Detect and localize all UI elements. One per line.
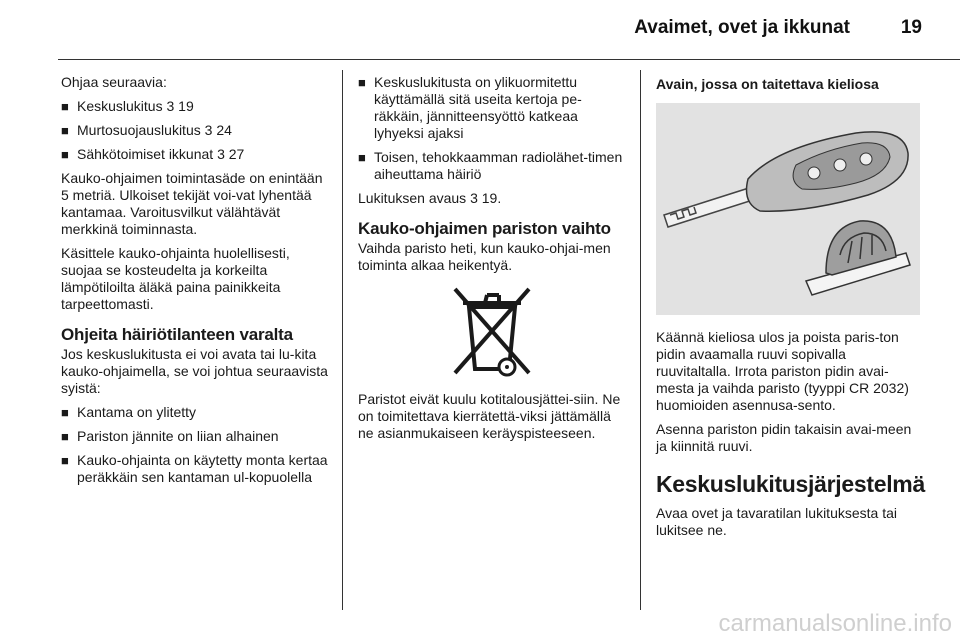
bullet-icon: ■	[61, 147, 69, 162]
list-item	[61, 122, 329, 139]
list-item-text: Kantama on ylitetty	[77, 404, 197, 420]
page-number: 19	[900, 17, 922, 38]
list-item	[358, 149, 626, 183]
troubleshooting-paragraph: Jos keskuslukitusta ei voi avata tai lu-kita kauko-ohjaimella, se voi johtua seuraavista syistä:	[61, 346, 328, 396]
bullet-icon: ■	[61, 405, 69, 420]
bullet-icon: ■	[358, 150, 366, 165]
recycling-bin-figure	[358, 281, 626, 385]
list-item-text: Pariston jännite on liian alhainen	[77, 428, 279, 444]
section-heading-troubleshooting: Ohjeita häiriötilanteen varalta	[61, 325, 293, 344]
unlock-text: Lukituksen avaus	[358, 190, 471, 206]
page-reference-icon: 3	[204, 122, 213, 138]
bullet-icon: ■	[61, 99, 69, 114]
range-paragraph: Kauko-ohjaimen toimintasäde on enintään 5 metriä. Ulkoiset tekijät voi-vat lyhentää kantamaa. Varoitusvilkut välähtävät merkkinä toiminnasta.	[61, 170, 323, 237]
page-reference-icon: 3	[470, 190, 478, 206]
central-locking-paragraph: Avaa ovet ja tavaratilan lukituksesta tai lukitsee ne.	[656, 505, 897, 538]
battery-replace-paragraph: Käännä kieliosa ulos ja poista paris-ton pidin avaamalla ruuvi sopivalla ruuvitaltalla. Irrota pariston pidin avai-mesta ja vaihda paristo (tyyppi CR 2032) huomioiden asennusa-sento.	[656, 329, 909, 413]
page-reference-icon: 3	[217, 146, 225, 162]
bullet-icon: ■	[61, 429, 69, 444]
intro-text: Ohjaa seuraavia:	[61, 74, 167, 90]
bullet-icon: ■	[358, 75, 366, 90]
list-item	[61, 404, 329, 421]
list-item	[61, 452, 329, 486]
page-title: Avaimet, ovet ja ikkunat	[634, 17, 850, 38]
list-item	[61, 98, 329, 115]
list-item	[61, 146, 329, 163]
page-reference-link[interactable]: 24	[216, 122, 232, 138]
folding-key-illustration	[656, 103, 920, 315]
list-item-text: Sähkötoimiset ikkunat	[77, 146, 218, 162]
disposal-paragraph: Paristot eivät kuulu kotitalousjättei-siin. Ne on toimitettava kierrätettä-viksi jättämällä ne asianmukaiseen keräyspisteeseen.	[358, 391, 621, 441]
list-item-text: Kauko-ohjainta on käytetty monta kertaa peräkkäin sen kantaman ul-kopuolella	[77, 452, 328, 485]
column-2	[358, 74, 626, 449]
list-item-text: Toisen, tehokkaamman radiolähet-timen aiheuttama häiriö	[374, 149, 623, 182]
folding-key-icon	[656, 103, 920, 315]
list-item-text: Murtosuojauslukitus	[77, 122, 205, 138]
battery-paragraph: Vaihda paristo heti, kun kauko-ohjai-men toiminta alkaa heikentyä.	[358, 240, 611, 273]
column-divider-1	[342, 70, 343, 610]
bullet-icon: ■	[61, 123, 69, 138]
page-header	[0, 0, 960, 60]
list-item	[61, 428, 329, 445]
bullet-icon: ■	[61, 453, 69, 468]
list-item-text: Keskuslukitusta on ylikuormitettu käyttämällä sitä useita kertoja pe-räkkäin, jännitteensyöttö katkeaa lyhyeksi ajaksi	[374, 74, 582, 141]
unlock-reference	[358, 190, 626, 207]
page-reference-icon: 3	[166, 98, 175, 114]
page-reference-link[interactable]: 19	[178, 98, 194, 114]
section-heading-battery: Kauko-ohjaimen pariston vaihto	[358, 219, 611, 238]
page-reference-link[interactable]: 19.	[481, 190, 502, 206]
section-heading-central-locking: Keskuslukitusjärjestelmä	[656, 471, 925, 497]
care-paragraph: Käsittele kauko-ohjainta huolellisesti, suojaa se kosteudelta ja korkeilta lämpötiloilta äläkä paina painikkeita tarpeettomasti.	[61, 245, 290, 312]
list-item	[358, 74, 626, 142]
crossed-bin-icon	[437, 281, 547, 381]
watermark-text: carmanualsonline.info	[718, 610, 952, 637]
header-rule	[58, 59, 960, 60]
battery-refit-paragraph: Asenna pariston pidin takaisin avai-meen ja kiinnitä ruuvi.	[656, 421, 912, 454]
page-reference-link[interactable]: 27	[228, 146, 245, 162]
column-3	[656, 74, 924, 546]
column-divider-2	[640, 70, 641, 610]
column-1	[61, 74, 329, 493]
list-item-text: Keskuslukitus	[77, 98, 167, 114]
section-heading-folding-key: Avain, jossa on taitettava kieliosa	[656, 76, 879, 92]
